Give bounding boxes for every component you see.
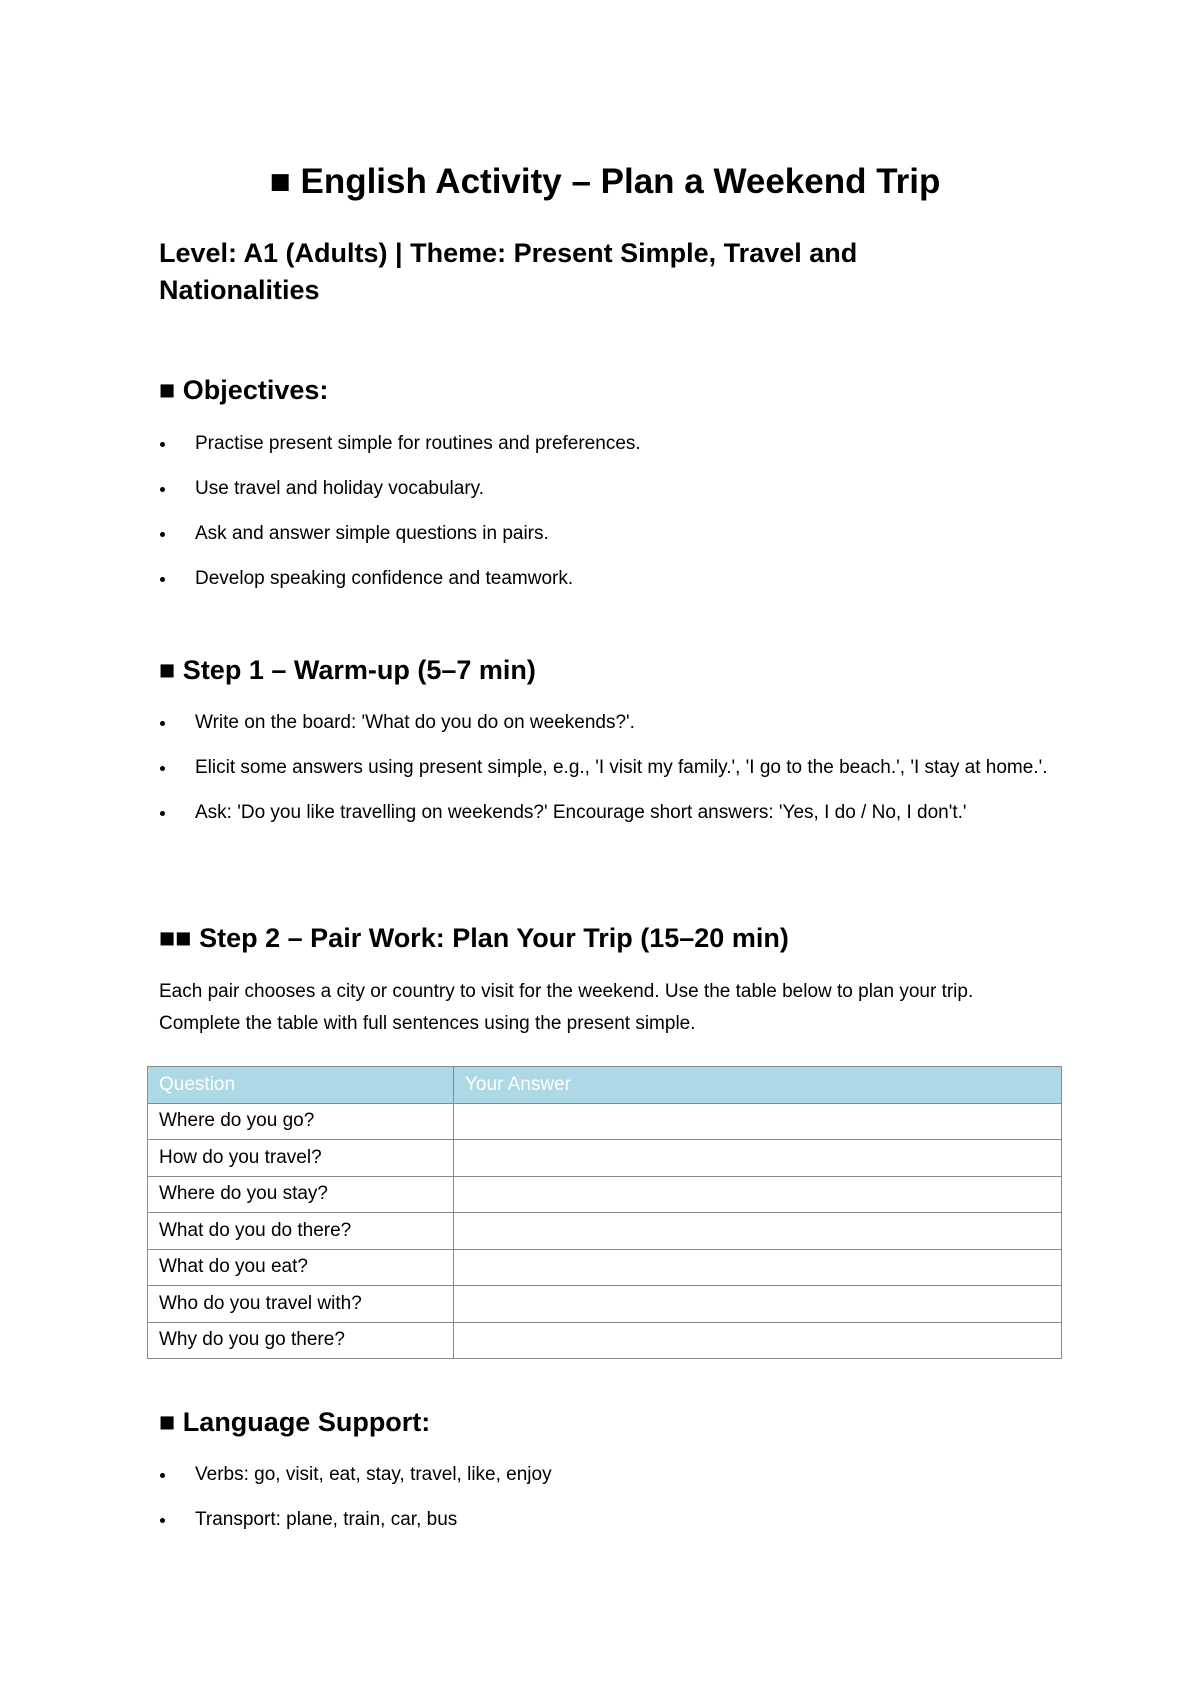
level-theme-subtitle: Level: A1 (Adults) | Theme: Present Simple, Travel and Nationalities (159, 238, 858, 305)
answer-cell[interactable] (454, 1286, 1062, 1323)
list-item: Practise present simple for routines and preferences. (159, 428, 1059, 460)
language-support-heading: ■ Language Support: (159, 1407, 431, 1437)
table-row (148, 1140, 1062, 1177)
answer-cell[interactable] (454, 1176, 1062, 1213)
list-item: Write on the board: 'What do you do on weekends?'. (159, 707, 1059, 739)
list-item: Elicit some answers using present simple, e.g., 'I visit my family.', 'I go to the beach.', 'I stay at home.'. (159, 752, 1059, 784)
header-your-answer: Your Answer (454, 1067, 1062, 1104)
answer-cell[interactable] (454, 1213, 1062, 1250)
list-item: Use travel and holiday vocabulary. (159, 473, 1059, 505)
step1-list (159, 707, 1059, 842)
list-item: Develop speaking confidence and teamwork. (159, 563, 1059, 595)
language-support-list (159, 1459, 1059, 1549)
step2-heading: ■■ Step 2 – Pair Work: Plan Your Trip (15–20 min) (159, 923, 789, 953)
answer-cell[interactable] (454, 1249, 1062, 1286)
list-item: Transport: plane, train, car, bus (159, 1504, 1059, 1536)
table-row (148, 1213, 1062, 1250)
question-cell: Who do you travel with? (148, 1286, 454, 1323)
table-header-row (148, 1067, 1062, 1104)
step1-heading: ■ Step 1 – Warm-up (5–7 min) (159, 655, 536, 685)
question-cell: What do you do there? (148, 1213, 454, 1250)
trip-plan-table (147, 1066, 1062, 1359)
answer-cell[interactable] (454, 1103, 1062, 1140)
question-cell: Where do you stay? (148, 1176, 454, 1213)
list-item: Verbs: go, visit, eat, stay, travel, like, enjoy (159, 1459, 1059, 1491)
table-row (148, 1249, 1062, 1286)
answer-cell[interactable] (454, 1140, 1062, 1177)
list-item: Ask: 'Do you like travelling on weekends?' Encourage short answers: 'Yes, I do / No, I don't.' (159, 797, 1059, 829)
table-row (148, 1103, 1062, 1140)
question-cell: Where do you go? (148, 1103, 454, 1140)
table-row (148, 1176, 1062, 1213)
objectives-list (159, 428, 1059, 608)
question-cell: How do you travel? (148, 1140, 454, 1177)
table-row (148, 1286, 1062, 1323)
question-cell: Why do you go there? (148, 1322, 454, 1359)
step2-instructions: Each pair chooses a city or country to visit for the weekend. Use the table below to plan your trip. Complete the table with full sentences using the present simple. (159, 981, 974, 1034)
page-title: ■ English Activity – Plan a Weekend Trip (269, 162, 941, 201)
answer-cell[interactable] (454, 1322, 1062, 1359)
table-row (148, 1322, 1062, 1359)
list-item: Ask and answer simple questions in pairs. (159, 518, 1059, 550)
question-cell: What do you eat? (148, 1249, 454, 1286)
objectives-heading: ■ Objectives: (159, 375, 329, 405)
header-question: Question (148, 1067, 454, 1104)
